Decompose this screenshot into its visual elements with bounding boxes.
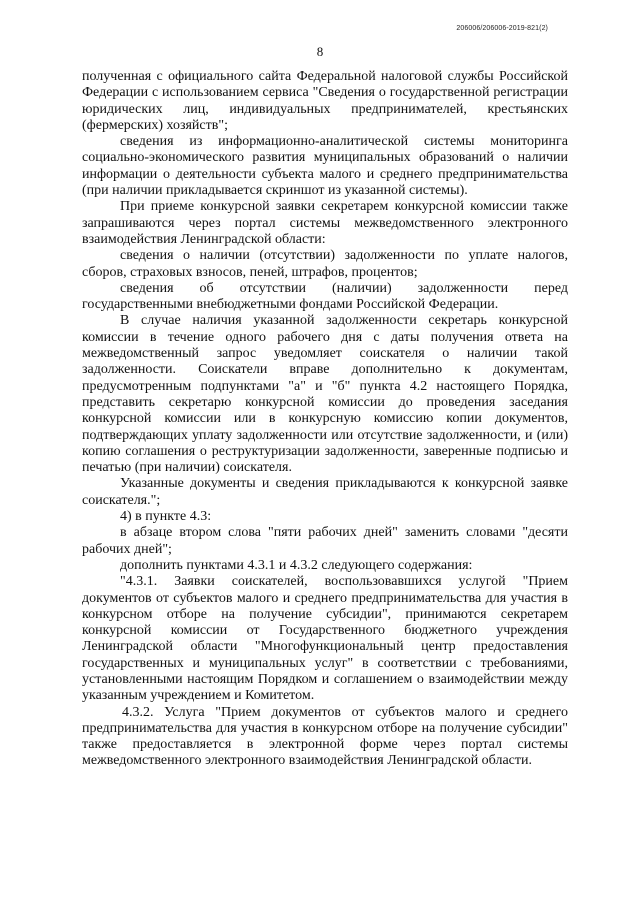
paragraph-4: сведения о наличии (отсутствии) задолженности по уплате налогов, сборов, страховых взносов, пеней, штрафов, процентов; — [82, 248, 568, 280]
page-number: 8 — [316, 44, 324, 59]
paragraph-6: В случае наличия указанной задолженности секретарь конкурсной комиссии в течение одного рабочего дня с даты получения ответа на межведомственный запрос уведомляет соискателя о наличии такой задолженности. Соискатели вправе дополнительно к документам, предусмотренным подпунктами "а" и "б" пункта 4.2 настоящего Порядка, представить секретарю конкурсной комиссии до проведения заседания конкурсной комиссии или в конкурсную комиссию копии документов, подтверждающих уплату задолженности или отсутствие задолженности, и (или) копию соглашения о реструктуризации задолженности, заверенные подписью и печатью (при наличии) соискателя. — [82, 313, 568, 476]
paragraph-7: Указанные документы и сведения прикладываются к конкурсной заявке соискателя."; — [82, 476, 568, 508]
document-id: 206006/206006-2019-821(2) — [456, 25, 548, 32]
paragraph-11: "4.3.1. Заявки соискателей, воспользовавшихся услугой "Прием документов от субъектов малого и среднего предпринимательства для участия в конкурсном отборе на получение субсидии", принимаются секретарем конкурсной комиссии от Государственного бюджетного учреждения Ленинградской области "Многофункциональный центр предоставления государственных и муниципальных услуг" в соответствии с требованиями, установленными настоящим Порядком и соглашением о взаимодействии между указанным учреждением и Комитетом. — [82, 574, 568, 704]
paragraph-10: дополнить пунктами 4.3.1 и 4.3.2 следующего содержания: — [120, 557, 473, 573]
paragraph-3: При приеме конкурсной заявки секретарем конкурсной комиссии также запрашиваются через портал системы межведомственного электронного взаимодействия Ленинградской области: — [82, 199, 568, 247]
paragraph-1: полученная с официального сайта Федеральной налоговой службы Российской Федерации с использованием сервиса "Сведения о государственной регистрации юридических лиц, индивидуальных предпринимателей, крестьянских (фермерских) хозяйств"; — [82, 69, 568, 133]
paragraph-5: сведения об отсутствии (наличии) задолженности перед государственными внебюджетными фондами Российской Федерации. — [82, 280, 568, 313]
paragraph-2: сведения из информационно-аналитической системы мониторинга социально-экономического развития муниципальных образований о наличии информации о деятельности субъекта малого и среднего предпринимательства (при наличии прикладывается скриншот из указанной системы). — [82, 134, 568, 199]
paragraph-8: 4) в пункте 4.3: — [120, 509, 212, 525]
document-body — [82, 69, 568, 770]
paragraph-9: в абзаце втором слова "пяти рабочих дней" заменить словами "десяти рабочих дней"; — [82, 525, 568, 557]
paragraph-12: 4.3.2. Услуга "Прием документов от субъектов малого и среднего предпринимательства для участия в конкурсном отборе на получение субсидии" также предоставляется в электронной форме через портал системы межведомственного электронного взаимодействия Ленинградской области. — [82, 704, 568, 769]
